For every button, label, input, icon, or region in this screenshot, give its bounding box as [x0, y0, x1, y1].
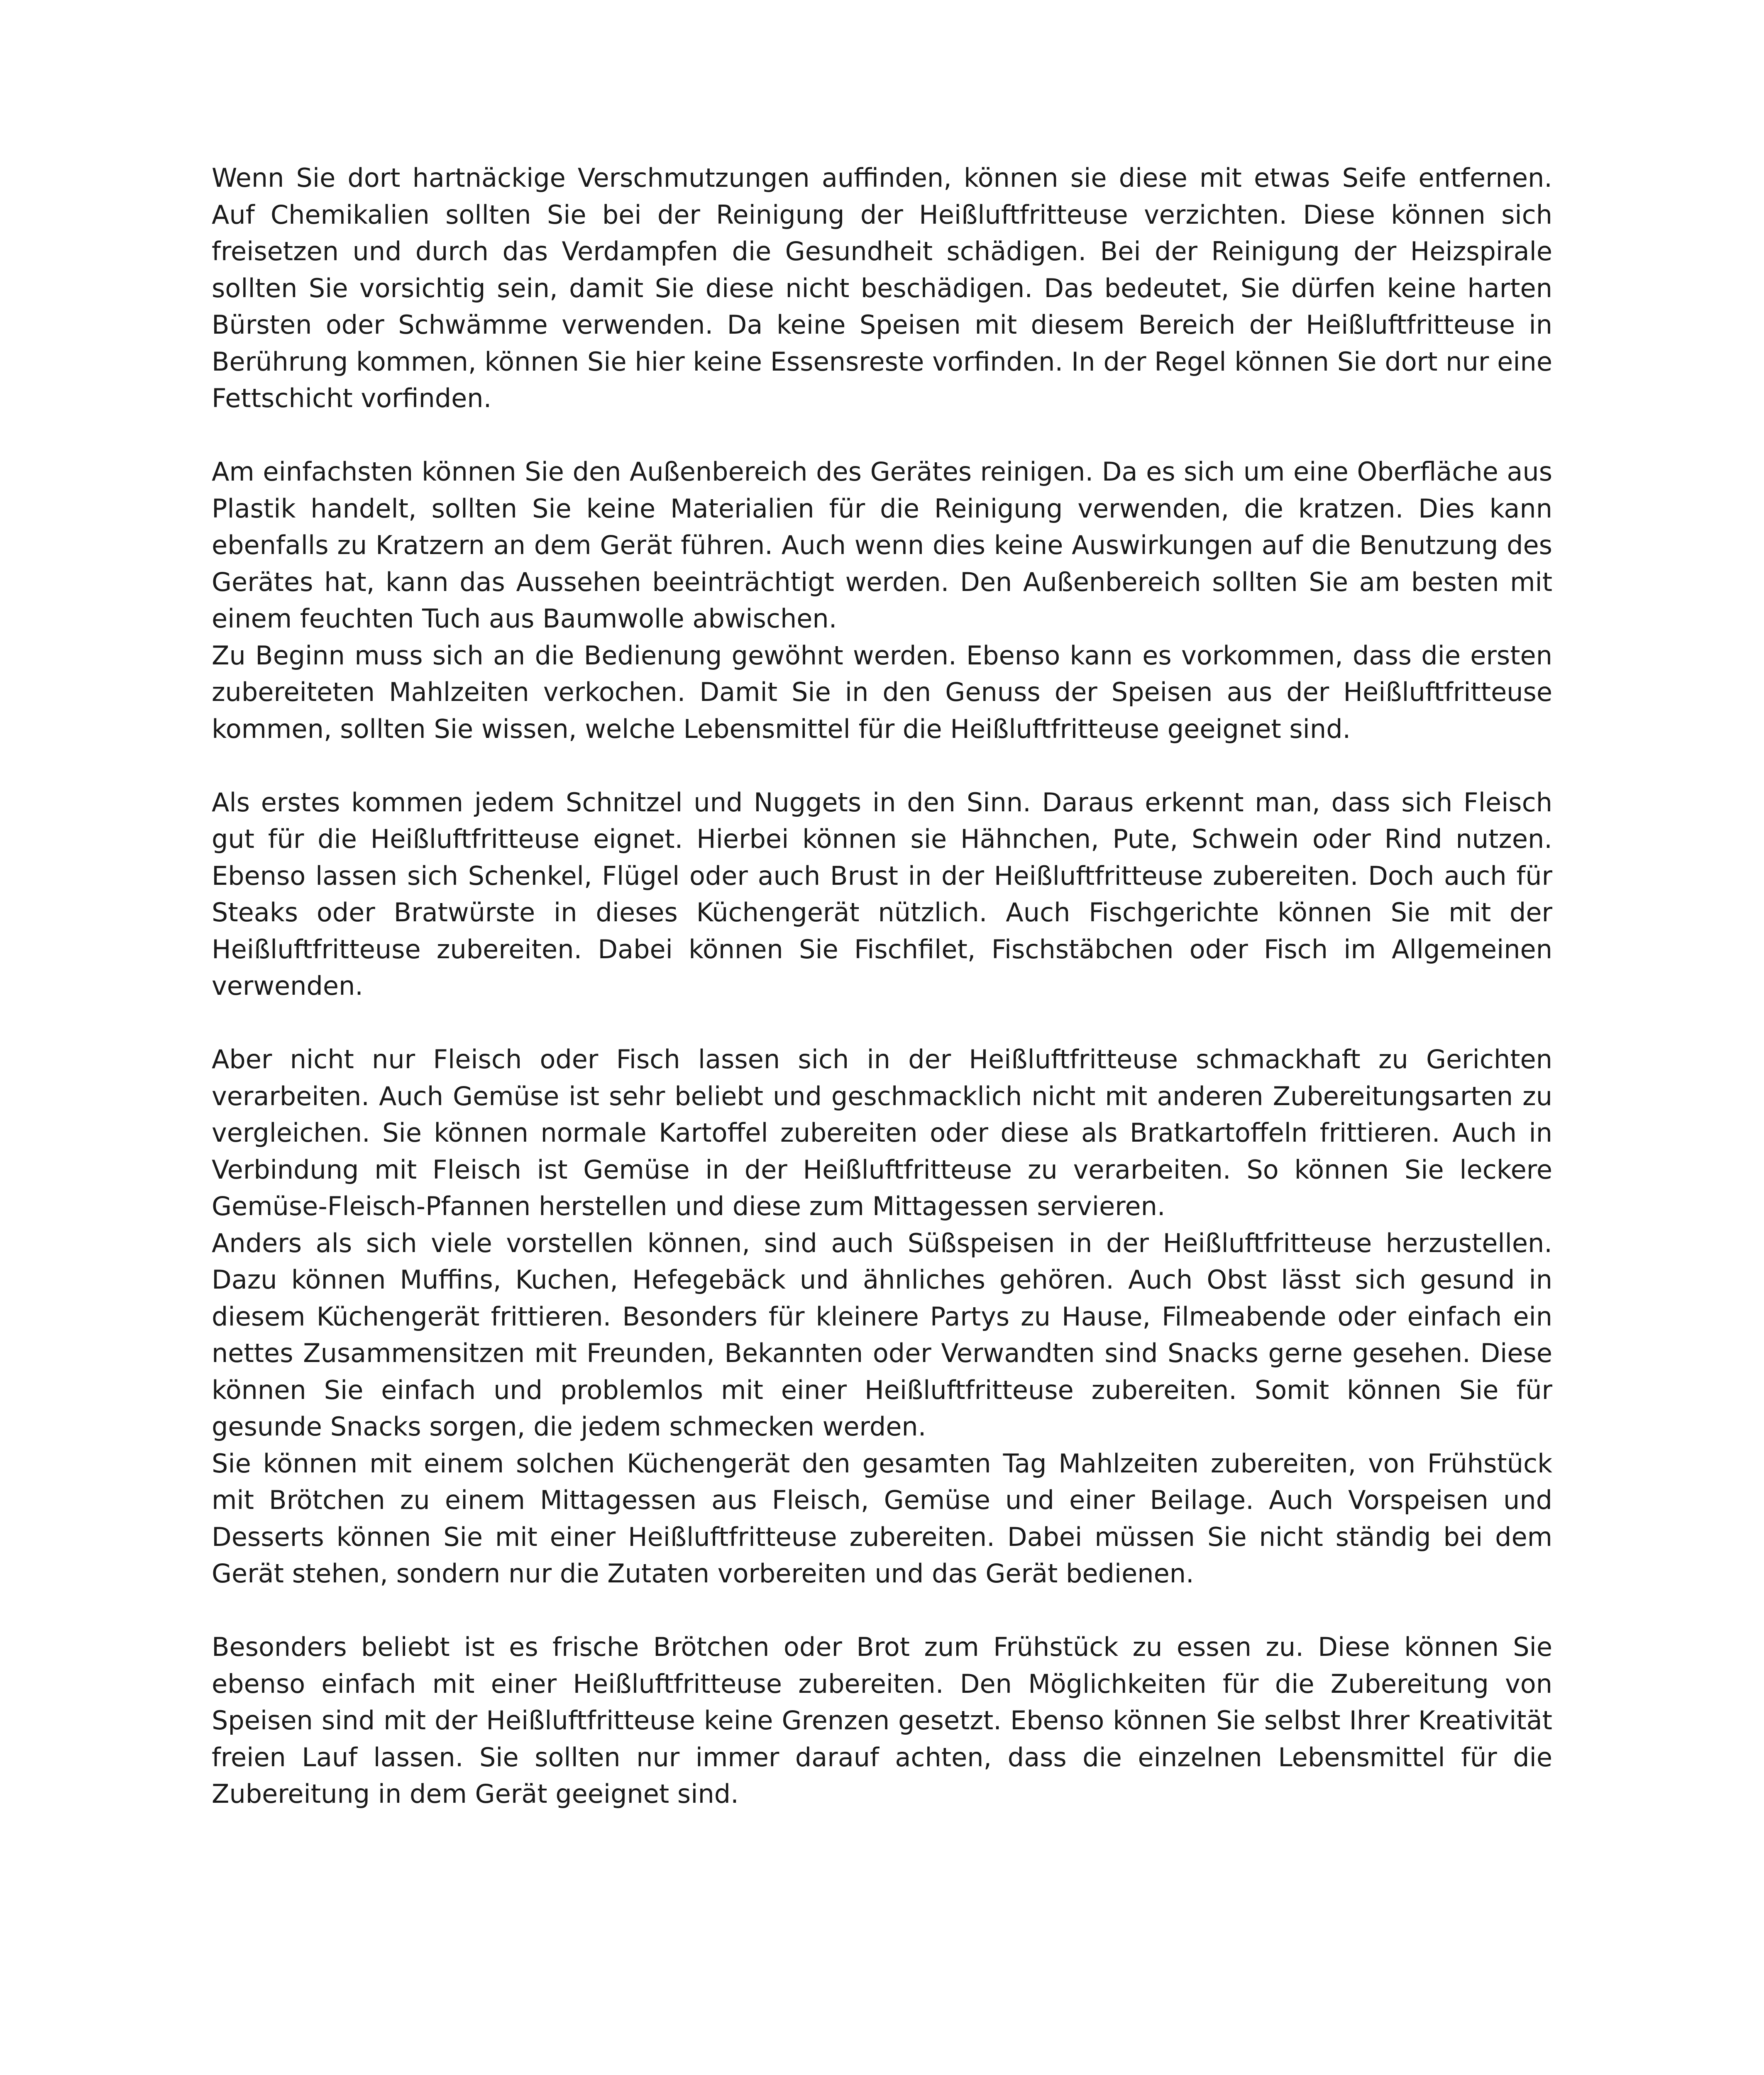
- paragraph-getting-started: Zu Beginn muss sich an die Bedienung gewöhnt werden. Ebenso kann es vorkommen, dass die ersten zubereiteten Mahlzeiten verkochen. Damit Sie in den Genuss der Speisen aus der Heißluftfritteuse kommen, sollten Sie wissen, welche Lebensmittel für die Heißluftfritteuse geeignet sind.: [212, 640, 1552, 744]
- paragraph-all-day-meals: Sie können mit einem solchen Küchengerät den gesamten Tag Mahlzeiten zubereiten, von Frühstück mit Brötchen zu einem Mittagessen aus Fleisch, Gemüse und einer Beilage. Auch Vorspeisen und Desserts können Sie mit einer Heißluftfritteuse zubereiten. Dabei müssen Sie nicht ständig bei dem Gerät stehen, sondern nur die Zutaten vorbereiten und das Gerät bedienen.: [212, 1448, 1552, 1589]
- paragraph-meat-and-fish: Als erstes kommen jedem Schnitzel und Nuggets in den Sinn. Daraus erkennt man, dass sich Fleisch gut für die Heißluftfritteuse eignet. Hierbei können sie Hähnchen, Pute, Schwein oder Rind nutzen. Ebenso lassen sich Schenkel, Flügel oder auch Brust in der Heißluftfritteuse zubereiten. Doch auch für Steaks oder Bratwürste in dieses Küchengerät nützlich. Auch Fischgerichte können Sie mit der Heißluftfritteuse zubereiten. Dabei können Sie Fischfilet, Fischstäbchen oder Fisch im Allgemeinen verwenden.: [212, 787, 1552, 1001]
- paragraph-bread-rolls: Besonders beliebt ist es frische Brötchen oder Brot zum Frühstück zu essen zu. Diese können Sie ebenso einfach mit einer Heißluftfritteuse zubereiten. Den Möglichkeiten für die Zubereitung von Speisen sind mit der Heißluftfritteuse keine Grenzen gesetzt. Ebenso können Sie selbst Ihrer Kreativität freien Lauf lassen. Sie sollten nur immer darauf achten, dass die einzelnen Lebensmittel für die Zubereitung in dem Gerät geeignet sind.: [212, 1632, 1552, 1809]
- paragraph-cleaning-heating-coil: Wenn Sie dort hartnäckige Verschmutzungen auffinden, können sie diese mit etwas Seife entfernen. Auf Chemikalien sollten Sie bei der Reinigung der Heißluftfritteuse verzichten. Diese können sich freisetzen und durch das Verdampfen die Gesundheit schädigen. Bei der Reinigung der Heizspirale sollten Sie vorsichtig sein, damit Sie diese nicht beschädigen. Das bedeutet, Sie dürfen keine harten Bürsten oder Schwämme verwenden. Da keine Speisen mit diesem Bereich der Heißluftfritteuse in Berührung kommen, können Sie hier keine Essensreste vorfinden. In der Regel können Sie dort nur eine Fettschicht vorfinden.: [212, 163, 1552, 413]
- body-text: [212, 160, 1552, 1813]
- paragraph-vegetables: Aber nicht nur Fleisch oder Fisch lassen sich in der Heißluftfritteuse schmackhaft zu Gerichten verarbeiten. Auch Gemüse ist sehr beliebt und geschmacklich nicht mit anderen Zubereitungsarten zu vergleichen. Sie können normale Kartoffel zubereiten oder diese als Bratkartoffeln frittieren. Auch in Verbindung mit Fleisch ist Gemüse in der Heißluftfritteuse zu verarbeiten. So können Sie leckere Gemüse-Fleisch-Pfannen herstellen und diese zum Mittagessen servieren.: [212, 1044, 1552, 1221]
- paragraph-cleaning-exterior: Am einfachsten können Sie den Außenbereich des Gerätes reinigen. Da es sich um eine Oberfläche aus Plastik handelt, sollten Sie keine Materialien für die Reinigung verwenden, die kratzen. Dies kann ebenfalls zu Kratzern an dem Gerät führen. Auch wenn dies keine Auswirkungen auf die Benutzung des Gerätes hat, kann das Aussehen beeinträchtigt werden. Den Außenbereich sollten Sie am besten mit einem feuchten Tuch aus Baumwolle abwischen.: [212, 456, 1552, 634]
- paragraph-sweets-and-snacks: Anders als sich viele vorstellen können, sind auch Süßspeisen in der Heißluftfritteuse herzustellen. Dazu können Muffins, Kuchen, Hefegebäck und ähnliches gehören. Auch Obst lässt sich gesund in diesem Küchengerät frittieren. Besonders für kleinere Partys zu Hause, Filmeabende oder einfach ein nettes Zusammensitzen mit Freunden, Bekannten oder Verwandten sind Snacks gerne gesehen. Diese können Sie einfach und problemlos mit einer Heißluftfritteuse zubereiten. Somit können Sie für gesunde Snacks sorgen, die jedem schmecken werden.: [212, 1228, 1552, 1442]
